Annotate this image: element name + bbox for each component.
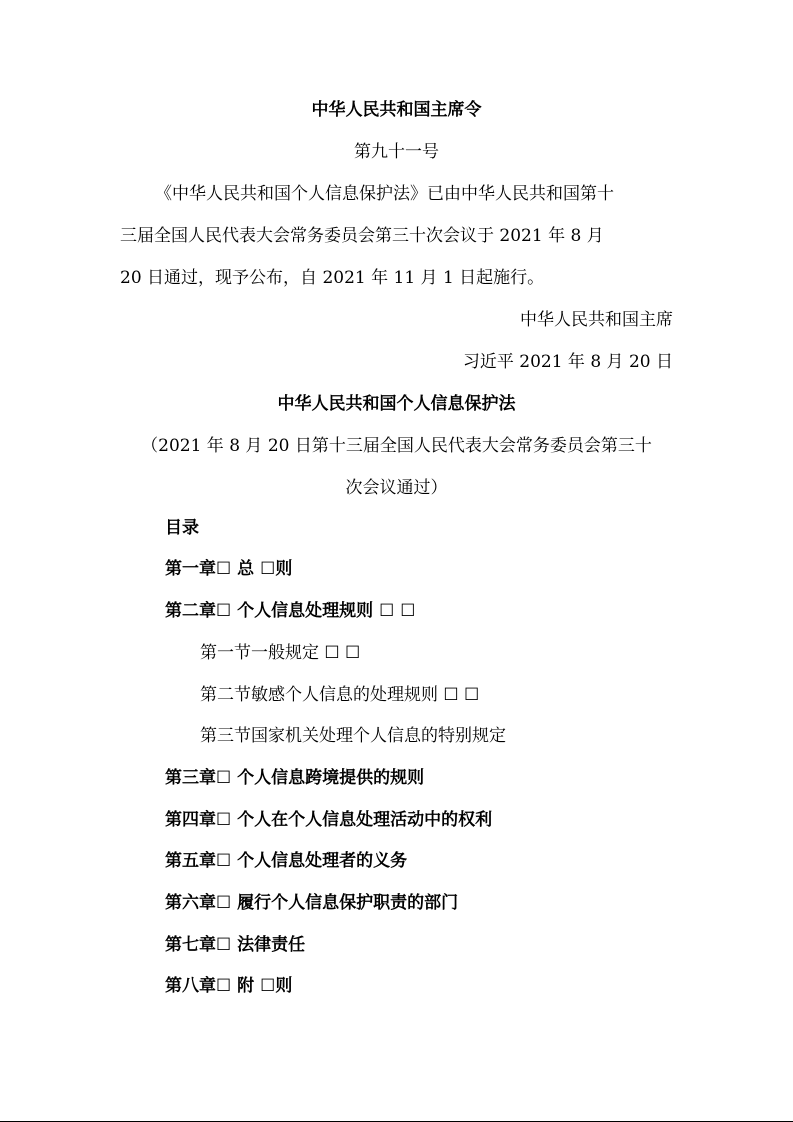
toc-chapter-4: 第四章☐ 个人在个人信息处理活动中的权利 <box>165 810 493 830</box>
adoption-note-line-2: 次会议通过） <box>345 478 448 498</box>
toc-chapter-1: 第一章☐ 总 ☐则 <box>165 559 293 579</box>
toc-heading: 目录 <box>165 518 199 538</box>
promulgation-line-3: 20 日通过，现予公布，自 2021 年 11 月 1 日起施行。 <box>120 268 545 288</box>
adoption-note-line-1: （2021 年 8 月 20 日第十三届全国人民代表大会常务委员会第三十 <box>141 436 652 456</box>
toc-chapter-7: 第七章☐ 法律责任 <box>165 935 306 955</box>
toc-chapter-5: 第五章☐ 个人信息处理者的义务 <box>165 851 408 871</box>
toc-section-1: 第一节一般规定 ☐ ☐ <box>200 643 361 663</box>
toc-chapter-3: 第三章☐ 个人信息跨境提供的规则 <box>165 768 425 788</box>
law-title: 中华人民共和国个人信息保护法 <box>277 394 516 414</box>
toc-chapter-6: 第六章☐ 履行个人信息保护职责的部门 <box>165 893 459 913</box>
signer-date: 习近平 2021 年 8 月 20 日 <box>462 352 673 372</box>
toc-section-3: 第三节国家机关处理个人信息的特别规定 <box>200 726 506 746</box>
promulgation-line-1: 《中华人民共和国个人信息保护法》已由中华人民共和国第十 <box>155 184 614 204</box>
order-number: 第九十一号 <box>354 142 439 162</box>
toc-chapter-8: 第八章☐ 附 ☐则 <box>165 976 293 996</box>
order-title: 中华人民共和国主席令 <box>311 100 482 120</box>
promulgation-line-2: 三届全国人民代表大会常务委员会第三十次会议于 2021 年 8 月 <box>120 226 604 246</box>
toc-section-2: 第二节敏感个人信息的处理规则 ☐ ☐ <box>200 685 480 705</box>
signer-title: 中华人民共和国主席 <box>520 310 673 330</box>
toc-chapter-2: 第二章☐ 个人信息处理规则 ☐ ☐ <box>165 601 416 621</box>
